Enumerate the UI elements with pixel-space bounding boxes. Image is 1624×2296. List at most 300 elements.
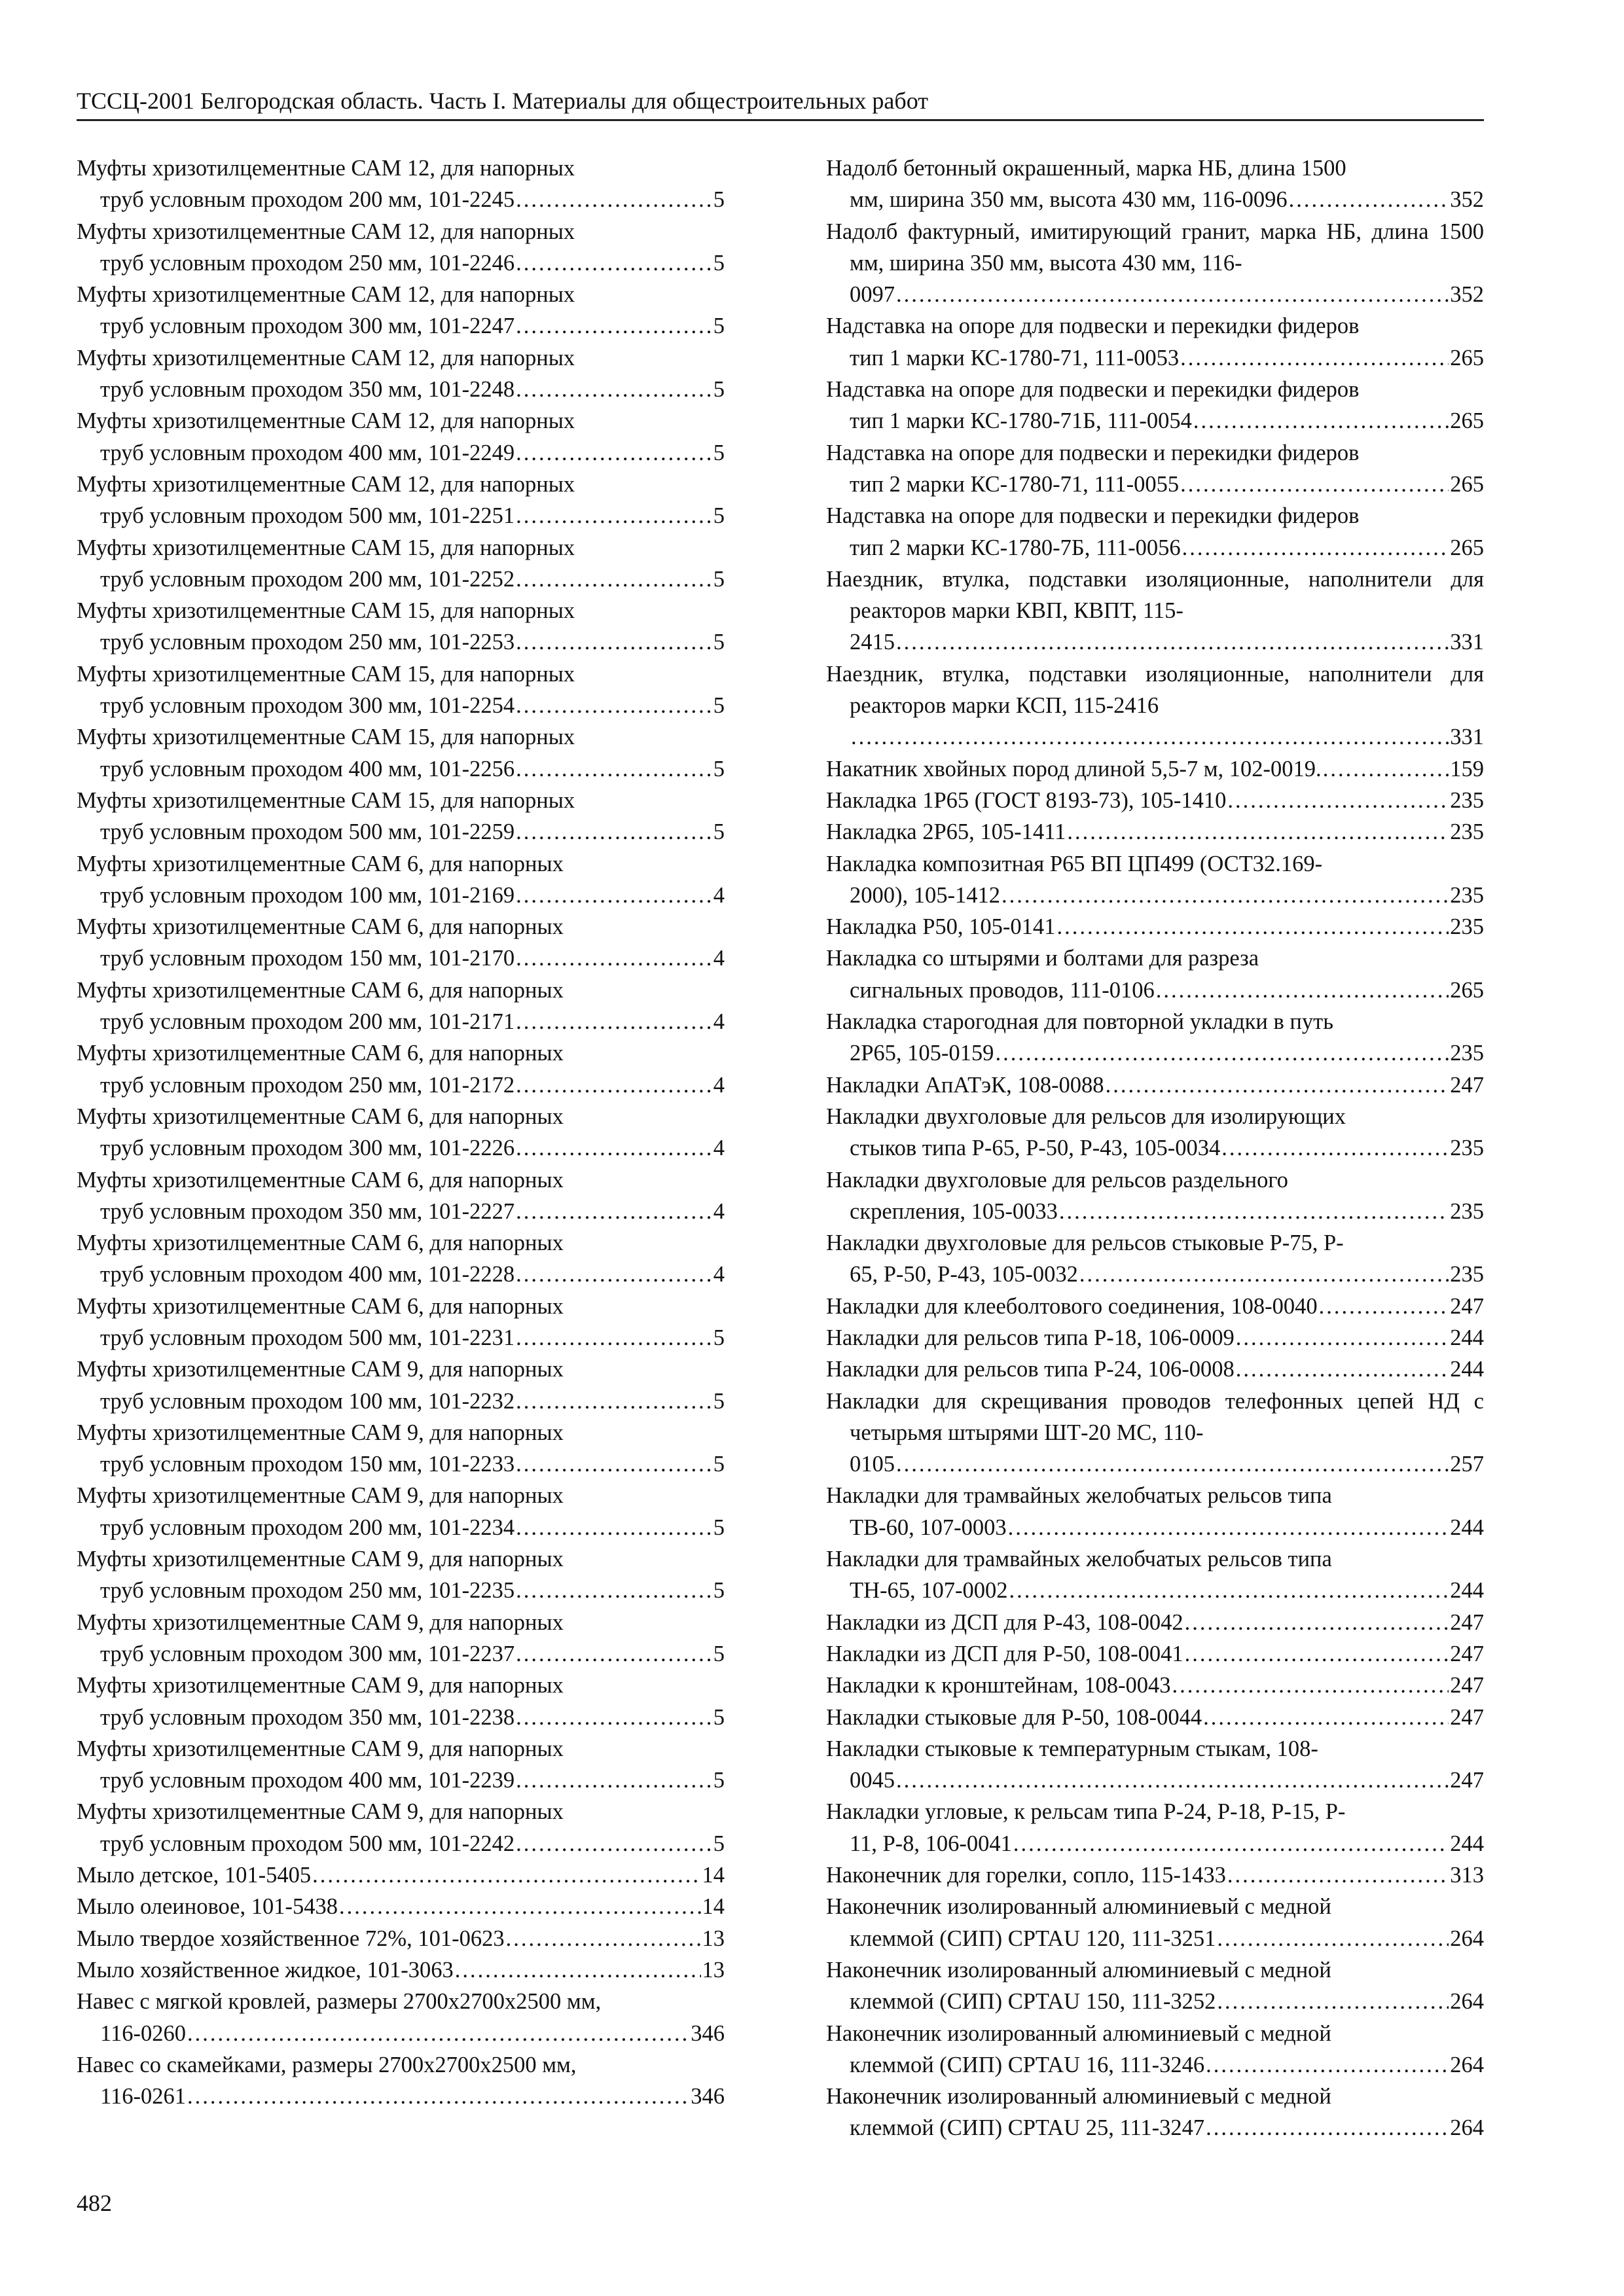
index-entry (77, 342, 725, 406)
index-page-ref: 14 (702, 1863, 725, 1888)
index-entry-tail: тип 1 марки КС-1780-71Б, 111-0054 (850, 408, 1192, 434)
index-entry-text: Муфты хризотилцементные САМ 6, для напорных (77, 977, 564, 1003)
dot-leader (1008, 1512, 1449, 1543)
dot-leader (516, 1259, 712, 1290)
dot-leader (187, 2018, 689, 2049)
dot-leader (516, 1765, 712, 1796)
index-page-ref: 265 (1450, 977, 1484, 1003)
dot-leader (516, 880, 712, 911)
index-entry (826, 564, 1484, 658)
index-entry-tail: труб условным проходом 250 мм, 101-2172 (100, 1072, 515, 1098)
index-entry (826, 1607, 1484, 1638)
index-column-left (77, 152, 725, 2112)
index-entry-text: Надставка на опоре для подвески и перекидки фидеров (826, 377, 1360, 403)
dot-leader (506, 1923, 701, 1954)
index-entry-tail: ТВ-60, 107-0003 (850, 1515, 1007, 1540)
index-entry-tail: 2Р65, 105-0159 (850, 1041, 994, 1066)
index-page-ref: 4 (713, 1009, 725, 1035)
index-entry (826, 1291, 1484, 1322)
index-page-ref: 247 (1450, 1704, 1484, 1730)
index-entry-text: Муфты хризотилцементные САМ 6, для напорных (77, 1293, 564, 1319)
index-page-ref: 235 (1450, 1198, 1484, 1224)
index-entry-tail: Мыло твердое хозяйственное 72%, 101-0623 (77, 1926, 505, 1951)
index-entry-tail: труб условным проходом 300 мм, 101-2247 (100, 314, 515, 339)
dot-leader (516, 564, 712, 595)
index-entry (77, 1607, 725, 1670)
index-entry-tail: Накладки стыковые для Р-50, 108-0044 (826, 1704, 1202, 1730)
index-entry-text: Муфты хризотилцементные САМ 12, для напорных (77, 219, 575, 244)
dot-leader (896, 279, 1449, 310)
index-entry-tail: 2415 (850, 630, 895, 655)
index-entry-text: Накладка со штырями и болтами для разреза (826, 946, 1259, 971)
dot-leader (1009, 1575, 1449, 1606)
index-entry (826, 1480, 1484, 1543)
index-page-ref: 159 (1450, 756, 1484, 781)
dot-leader (1221, 1132, 1449, 1164)
dot-leader (516, 1196, 712, 1227)
index-entry-tail: 116-0261 (100, 2084, 186, 2109)
index-entry-tail: труб условным проходом 400 мм, 101-2249 (100, 440, 515, 465)
index-page-ref: 265 (1450, 535, 1484, 560)
index-page-ref: 244 (1450, 1515, 1484, 1540)
index-entry-tail: Наконечник для горелки, сопло, 115-1433 (826, 1863, 1226, 1888)
index-entry-tail: труб условным проходом 150 мм, 101-2170 (100, 946, 515, 971)
index-page-ref: 331 (1450, 630, 1484, 655)
index-entry (826, 1543, 1484, 1607)
index-entry (826, 1638, 1484, 1670)
index-page-ref: 264 (1450, 1926, 1484, 1951)
index-entry (77, 658, 725, 722)
index-entry-tail: клеммой (СИП) CPTAU 25, 111-3247 (850, 2115, 1205, 2141)
index-entry-tail: Накладка 1Р65 (ГОСТ 8193-73), 105-1410 (826, 787, 1227, 813)
index-page-ref: 247 (1450, 1072, 1484, 1098)
dot-leader (516, 1702, 712, 1733)
dot-leader (1180, 469, 1449, 500)
dot-leader (516, 1575, 712, 1606)
dot-leader (339, 1891, 701, 1922)
index-entry-text: Муфты хризотилцементные САМ 9, для напорных (77, 1673, 564, 1698)
index-entry-tail: труб условным проходом 300 мм, 101-2226 (100, 1136, 515, 1161)
index-entry-tail: тип 1 марки КС-1780-71, 111-0053 (850, 345, 1180, 370)
index-entry-tail: Мыло олеиновое, 101-5438 (77, 1894, 338, 1920)
dot-leader (516, 1006, 712, 1037)
index-entry (826, 437, 1484, 501)
index-page-ref: 13 (702, 1957, 725, 1982)
index-entry (77, 1417, 725, 1480)
index-entry-text: Муфты хризотилцементные САМ 15, для напорных (77, 661, 575, 687)
index-entry-text: Надставка на опоре для подвески и перекидки фидеров (826, 503, 1360, 529)
dot-leader (1227, 1859, 1449, 1891)
index-entry-text: Муфты хризотилцементные САМ 6, для напорных (77, 1230, 564, 1256)
index-entry-tail: Накладка 2Р65, 105-1411 (826, 819, 1066, 845)
dot-leader (1217, 1923, 1449, 1954)
index-page-ref: 5 (713, 250, 725, 276)
index-entry-tail: труб условным проходом 100 мм, 101-2169 (100, 882, 515, 908)
index-entry-text: Муфты хризотилцементные САМ 9, для напорных (77, 1547, 564, 1572)
dot-leader (1172, 1670, 1449, 1701)
dot-leader (1217, 1986, 1449, 2017)
index-page-ref: 5 (713, 1704, 725, 1730)
index-entry (77, 785, 725, 848)
index-entry (826, 1733, 1484, 1797)
dot-leader (516, 690, 712, 721)
index-page-ref: 235 (1450, 914, 1484, 940)
index-page-ref: 244 (1450, 1831, 1484, 1856)
index-entry-text: Надолб фактурный, имитирующий гранит, марка НБ, длина 1500 мм, ширина 350 мм, высота 430 мм, 116- (826, 219, 1484, 276)
index-page-ref: 235 (1450, 1041, 1484, 1066)
index-entry (826, 785, 1484, 816)
dot-leader (1227, 785, 1449, 816)
index-page-ref: 264 (1450, 2115, 1484, 2141)
dot-leader (995, 1037, 1449, 1069)
index-page-ref: 5 (713, 187, 725, 213)
index-page-ref: 235 (1450, 819, 1484, 845)
index-entry-tail: Накладки к кронштейнам, 108-0043 (826, 1673, 1171, 1698)
index-entry (77, 1480, 725, 1543)
index-page-ref: 352 (1450, 282, 1484, 308)
index-entry-text: Наконечник изолированный алюминиевый с медной (826, 2084, 1331, 2109)
dot-leader (896, 1765, 1449, 1796)
index-page-ref: 4 (713, 946, 725, 971)
dot-leader (1156, 975, 1449, 1006)
index-entry (77, 911, 725, 975)
index-entry-tail: мм, ширина 350 мм, высота 430 мм, 116-0096 (850, 187, 1288, 213)
index-page-ref: 5 (713, 377, 725, 403)
index-entry (77, 1891, 725, 1922)
index-page-ref: 5 (713, 756, 725, 781)
index-page-ref: 235 (1450, 787, 1484, 813)
index-entry-tail: тип 2 марки КС-1780-7Б, 111-0056 (850, 535, 1181, 560)
dot-leader (1319, 1291, 1449, 1322)
index-entry (77, 1354, 725, 1417)
index-entry-text: Муфты хризотилцементные САМ 15, для напорных (77, 787, 575, 813)
index-entry-tail: скрепления, 105-0033 (850, 1198, 1058, 1224)
dot-leader (1182, 532, 1449, 564)
dot-leader (896, 626, 1449, 658)
index-entry-text: Муфты хризотилцементные САМ 6, для напорных (77, 1167, 564, 1193)
index-page-ref: 5 (713, 440, 725, 465)
index-page-ref: 5 (713, 819, 725, 845)
index-page-ref: 244 (1450, 1578, 1484, 1604)
index-entry (826, 1702, 1484, 1733)
index-entry-text: Надставка на опоре для подвески и перекидки фидеров (826, 440, 1360, 465)
dot-leader (516, 942, 712, 974)
index-entry-text: Муфты хризотилцементные САМ 9, для напорных (77, 1357, 564, 1382)
index-entry-tail: труб условным проходом 400 мм, 101-2239 (100, 1768, 515, 1793)
index-page-ref: 4 (713, 882, 725, 908)
index-entry-tail: клеммой (СИП) CPTAU 120, 111-3251 (850, 1926, 1216, 1951)
dot-leader (1323, 753, 1449, 785)
index-entry-tail: 65, Р-50, Р-43, 105-0032 (850, 1262, 1078, 1287)
dot-leader (516, 816, 712, 848)
index-entry (826, 848, 1484, 912)
index-entry-text: Муфты хризотилцементные САМ 12, для напорных (77, 156, 575, 181)
dot-leader (516, 247, 712, 279)
index-entry-tail: труб условным проходом 300 мм, 101-2237 (100, 1641, 515, 1666)
index-entry-tail: труб условным проходом 250 мм, 101-2235 (100, 1578, 515, 1604)
dot-leader (1001, 880, 1449, 911)
index-page-ref: 247 (1450, 1293, 1484, 1319)
index-page-ref: 5 (713, 1768, 725, 1793)
index-entry-tail: Накладки для рельсов типа Р-18, 106-0009 (826, 1325, 1235, 1350)
index-page-ref: 5 (713, 1388, 725, 1414)
index-page-ref: 352 (1450, 187, 1484, 213)
index-entry-text: Накладки двухголовые для рельсов для изолирующих (826, 1103, 1346, 1129)
index-entry (77, 405, 725, 469)
index-entry-text: Муфты хризотилцементные САМ 15, для напорных (77, 598, 575, 624)
index-entry-tail: труб условным проходом 150 мм, 101-2233 (100, 1452, 515, 1477)
index-entry (77, 1796, 725, 1859)
index-page-ref: 247 (1450, 1641, 1484, 1666)
index-entry-text: Наездник, втулка, подставки изоляционные, наполнители для реакторов марки КВП, КВПТ, 115- (826, 566, 1484, 624)
index-entry-text: Муфты хризотилцементные САМ 6, для напорных (77, 1041, 564, 1066)
dot-leader (516, 1069, 712, 1101)
index-entry-text: Муфты хризотилцементные САМ 9, для напорных (77, 1799, 564, 1825)
index-entry-text: Муфты хризотилцементные САМ 6, для напорных (77, 851, 564, 876)
index-entry (77, 595, 725, 658)
index-entry (77, 1037, 725, 1101)
index-entry-text: Накладки угловые, к рельсам типа Р-24, Р-18, Р-15, Р- (826, 1799, 1346, 1825)
index-entry (826, 1006, 1484, 1069)
index-entry (826, 500, 1484, 564)
index-entry-text: Муфты хризотилцементные САМ 12, для напорных (77, 282, 575, 308)
dot-leader (1236, 1354, 1449, 1385)
index-entry-tail: труб условным проходом 200 мм, 101-2245 (100, 187, 515, 213)
index-page-ref: 5 (713, 1831, 725, 1856)
index-entry-tail: Накладки для рельсов типа Р-24, 106-0008 (826, 1357, 1235, 1382)
index-entry-tail: труб условным проходом 500 мм, 101-2231 (100, 1325, 515, 1350)
dot-leader (516, 753, 712, 785)
dot-leader (516, 1828, 712, 1859)
index-entry (826, 1670, 1484, 1701)
index-entry-text: Накладка старогодная для повторной укладки в путь (826, 1009, 1333, 1035)
index-page-ref: 265 (1450, 471, 1484, 497)
index-entry (826, 1164, 1484, 1228)
index-page-ref: 265 (1450, 345, 1484, 370)
dot-leader (1180, 342, 1449, 374)
index-entry (826, 1227, 1484, 1291)
index-entry (826, 753, 1484, 785)
index-entry (77, 1986, 725, 2049)
index-page-ref: 5 (713, 1452, 725, 1477)
index-entry (826, 152, 1484, 216)
index-entry-text: Муфты хризотилцементные САМ 6, для напорных (77, 914, 564, 940)
index-entry (826, 310, 1484, 374)
index-page-ref: 235 (1450, 1262, 1484, 1287)
index-entry-tail: Накладки для клееболтового соединения, 108-0040 (826, 1293, 1318, 1319)
index-entry-tail: клеммой (СИП) CPTAU 16, 111-3246 (850, 2052, 1205, 2077)
dot-leader (516, 1512, 712, 1543)
index-entry (826, 1891, 1484, 1954)
dot-leader (187, 2081, 689, 2112)
index-entry-tail: стыков типа Р-65, Р-50, Р-43, 105-0034 (850, 1136, 1221, 1161)
index-entry (826, 1859, 1484, 1891)
index-entry (826, 911, 1484, 942)
dot-leader (1206, 2112, 1449, 2144)
index-entry (77, 1733, 725, 1797)
index-entry (77, 1923, 725, 1954)
index-entry-tail: тип 2 марки КС-1780-71, 111-0055 (850, 471, 1180, 497)
index-page-ref: 4 (713, 1072, 725, 1098)
dot-leader (516, 1386, 712, 1417)
dot-leader (1079, 1259, 1449, 1290)
index-entry-tail: Накладка Р50, 105-0141 (826, 914, 1056, 940)
index-entry (826, 1386, 1484, 1480)
index-entry (826, 2081, 1484, 2144)
index-page-ref: 264 (1450, 2052, 1484, 2077)
index-page-ref: 5 (713, 1325, 725, 1350)
index-entry-text: Наконечник изолированный алюминиевый с медной (826, 1957, 1331, 1982)
index-entry-text: Накладки стыковые к температурным стыкам, 108- (826, 1736, 1318, 1761)
dot-leader (1059, 1196, 1449, 1227)
index-entry (826, 374, 1484, 437)
index-entry-text: Надолб бетонный окрашенный, марка НБ, длина 1500 (826, 156, 1346, 181)
index-page-ref: 244 (1450, 1357, 1484, 1382)
index-page-ref: 5 (713, 503, 725, 529)
index-entry (77, 1543, 725, 1607)
index-entry (826, 1069, 1484, 1101)
index-entry-text: Накладки двухголовые для рельсов раздельного (826, 1167, 1288, 1193)
index-entry-tail: труб условным проходом 250 мм, 101-2246 (100, 250, 515, 276)
index-entry-tail: труб условным проходом 350 мм, 101-2238 (100, 1704, 515, 1730)
index-entry-tail: 0105 (850, 1452, 895, 1477)
index-entry-text: Накладки для трамвайных желобчатых рельсов типа (826, 1547, 1332, 1572)
index-page-ref: 346 (691, 2084, 725, 2109)
index-entry (77, 1101, 725, 1164)
index-page-ref: 13 (702, 1926, 725, 1951)
index-page-ref: 5 (713, 630, 725, 655)
index-entry (77, 2049, 725, 2113)
dot-leader (1289, 184, 1449, 215)
dot-leader (516, 1638, 712, 1670)
index-entry-tail: труб условным проходом 200 мм, 101-2252 (100, 566, 515, 592)
dot-leader (1067, 816, 1449, 848)
index-entry-text: Наконечник изолированный алюминиевый с медной (826, 2020, 1331, 2046)
index-entry-text: Навес со скамейками, размеры 2700х2700х2500 мм, (77, 2052, 577, 2077)
index-entry-tail: 0045 (850, 1768, 895, 1793)
index-entry-tail: сигнальных проводов, 111-0106 (850, 977, 1155, 1003)
index-page-ref: 257 (1450, 1452, 1484, 1477)
index-entry (77, 532, 725, 596)
index-entry-tail: труб условным проходом 200 мм, 101-2234 (100, 1515, 515, 1540)
index-page-ref: 313 (1450, 1863, 1484, 1888)
dot-leader (516, 500, 712, 531)
index-entry-tail: Накладки из ДСП для Р-50, 108-0041 (826, 1641, 1183, 1666)
dot-leader (1206, 2049, 1449, 2081)
dot-leader (516, 626, 712, 658)
index-entry-text: Накладки для скрещивания проводов телефонных цепей НД с четырьмя штырями ШТ-20 МС, 110- (826, 1388, 1484, 1445)
index-entry-text: Наездник, втулка, подставки изоляционные, наполнители для реакторов марки КСП, 115-2416 (826, 661, 1484, 719)
dot-leader (516, 1448, 712, 1480)
dot-leader (1185, 1638, 1449, 1670)
index-entry-text: Надставка на опоре для подвески и перекидки фидеров (826, 314, 1360, 339)
index-entry (826, 942, 1484, 1006)
dot-leader (516, 310, 712, 342)
index-page-ref: 331 (1450, 725, 1484, 750)
index-page-ref: 235 (1450, 1136, 1484, 1161)
index-entry (826, 1354, 1484, 1385)
index-entry (826, 216, 1484, 311)
index-entry (77, 975, 725, 1038)
index-entry-tail: труб условным проходом 500 мм, 101-2259 (100, 819, 515, 845)
index-entry-text: Муфты хризотилцементные САМ 9, для напорных (77, 1483, 564, 1509)
index-entry-tail: труб условным проходом 300 мм, 101-2254 (100, 693, 515, 719)
index-page-ref: 4 (713, 1136, 725, 1161)
index-entry-tail: труб условным проходом 100 мм, 101-2232 (100, 1388, 515, 1414)
index-entry (826, 2018, 1484, 2081)
index-column-right (826, 152, 1484, 2144)
dot-leader (1203, 1702, 1449, 1733)
index-entry-tail: 0097 (850, 282, 895, 308)
index-entry-tail: клеммой (СИП) CPTAU 150, 111-3252 (850, 1989, 1216, 2015)
index-entry-tail: Мыло хозяйственное жидкое, 101-3063 (77, 1957, 454, 1982)
index-entry (77, 1291, 725, 1354)
dot-leader (455, 1954, 701, 1986)
index-entry (77, 1227, 725, 1291)
index-entry-tail: труб условным проходом 400 мм, 101-2256 (100, 756, 515, 781)
index-entry-tail: труб условным проходом 400 мм, 101-2228 (100, 1262, 515, 1287)
index-entry (77, 1954, 725, 1986)
index-page-ref: 346 (691, 2020, 725, 2046)
index-entry-tail: труб условным проходом 350 мм, 101-2248 (100, 377, 515, 403)
index-entry (77, 469, 725, 532)
index-entry-text: Муфты хризотилцементные САМ 9, для напорных (77, 1420, 564, 1445)
index-entry-text: Муфты хризотилцементные САМ 12, для напорных (77, 471, 575, 497)
index-entry (77, 1670, 725, 1733)
index-entry-tail: Накладки АпАТэК, 108-0088 (826, 1072, 1104, 1098)
index-page-ref: 5 (713, 1641, 725, 1666)
index-entry (77, 848, 725, 912)
index-entry-text: Муфты хризотилцементные САМ 12, для напорных (77, 408, 575, 434)
dot-leader (516, 184, 712, 215)
index-entry (77, 279, 725, 342)
index-entry-text: Муфты хризотилцементные САМ 6, для напорных (77, 1103, 564, 1129)
running-header: ТССЦ-2001 Белгородская область. Часть I. Материалы для общестроительных работ (77, 88, 928, 114)
dot-leader (896, 1448, 1449, 1480)
index-entry-text: Муфты хризотилцементные САМ 12, для напорных (77, 345, 575, 370)
dot-leader (851, 721, 1449, 753)
page-number: 482 (77, 2190, 112, 2216)
index-entry-tail: труб условным проходом 350 мм, 101-2227 (100, 1198, 515, 1224)
index-page-ref: 247 (1450, 1609, 1484, 1635)
dot-leader (516, 1322, 712, 1354)
index-entry-text: Муфты хризотилцементные САМ 9, для напорных (77, 1736, 564, 1761)
index-entry-text: Муфты хризотилцементные САМ 9, для напорных (77, 1609, 564, 1635)
index-entry (77, 1164, 725, 1228)
index-page-ref: 265 (1450, 408, 1484, 434)
dot-leader (1013, 1828, 1449, 1859)
index-page-ref: 244 (1450, 1325, 1484, 1350)
dot-leader (516, 437, 712, 469)
index-entry-tail: труб условным проходом 500 мм, 101-2251 (100, 503, 515, 529)
index-page-ref: 4 (713, 1262, 725, 1287)
dot-leader (516, 374, 712, 405)
index-page-ref: 5 (713, 314, 725, 339)
index-entry (77, 216, 725, 279)
index-entry-text: Накладка композитная Р65 ВП ЦП499 (ОСТ32.169- (826, 851, 1323, 876)
dot-leader (1056, 911, 1449, 942)
index-entry-text: Муфты хризотилцементные САМ 15, для напорных (77, 535, 575, 560)
index-entry-text: Муфты хризотилцементные САМ 15, для напорных (77, 725, 575, 750)
index-entry-tail: Накатник хвойных пород длиной 5,5-7 м, 102-0019. (826, 756, 1322, 781)
index-entry-tail: Мыло детское, 101-5405 (77, 1863, 312, 1888)
index-page-ref: 5 (713, 566, 725, 592)
index-entry-tail: труб условным проходом 250 мм, 101-2253 (100, 630, 515, 655)
index-entry-text: Накладки двухголовые для рельсов стыковые Р-75, Р- (826, 1230, 1344, 1256)
index-entry (826, 658, 1484, 753)
dot-leader (1185, 1607, 1449, 1638)
index-page-ref: 14 (702, 1894, 725, 1920)
